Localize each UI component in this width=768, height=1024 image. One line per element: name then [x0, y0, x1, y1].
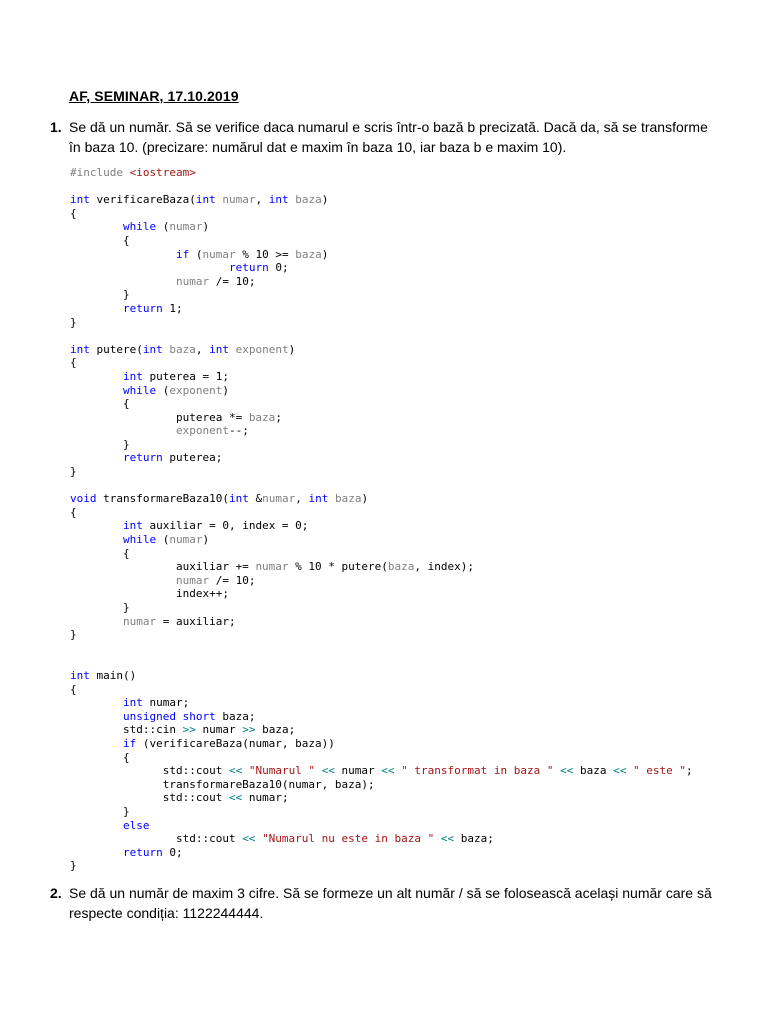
code-token: 0;: [162, 845, 183, 859]
code-line: [70, 519, 693, 533]
code-token: [70, 737, 123, 750]
code-token: transformareBaza10(numar, baza);: [70, 777, 375, 791]
code-token: /= 10;: [209, 573, 256, 587]
code-token: [176, 710, 183, 723]
code-token: verificareBaza(: [89, 193, 196, 207]
code-token: baza;: [255, 723, 296, 737]
code-token: std::cout: [70, 764, 229, 778]
code-token: [328, 492, 335, 505]
code-token: transformareBaza10(: [96, 492, 229, 506]
code-token: baza: [387, 560, 415, 574]
code-line: [70, 547, 693, 561]
code-line: [70, 234, 693, 248]
code-token: " transformat in baza ": [401, 764, 554, 778]
code-token: #include: [70, 166, 130, 179]
code-token: void: [70, 492, 97, 506]
code-token: {: [70, 505, 77, 519]
code-token: ): [202, 533, 210, 547]
code-token: ): [202, 220, 210, 234]
code-token: [315, 764, 322, 777]
code-token: }: [70, 859, 77, 873]
code-token: (: [189, 247, 203, 261]
code-token: % 10 * putere(: [288, 560, 388, 574]
code-line: [70, 615, 693, 629]
code-token: "Numarul ": [248, 764, 316, 778]
code-token: [70, 302, 123, 315]
code-token: numar: [202, 247, 236, 261]
code-token: [70, 261, 229, 274]
code-token: baza: [295, 247, 322, 261]
code-token: <<: [242, 832, 256, 846]
code-line: [70, 791, 693, 805]
code-line: [70, 574, 693, 588]
code-token: }: [70, 628, 77, 642]
code-token: baza: [334, 492, 362, 506]
code-token: short: [182, 709, 216, 723]
code-token: return: [122, 301, 163, 315]
code-token: (: [156, 533, 170, 547]
code-token: (verificareBaza(numar, baza)): [136, 736, 335, 750]
exercise-2-text: Se dă un număr de maxim 3 cifre. Să se formeze un alt număr / să se folosească același număr care să respecte condiția: 1122244444.: [69, 885, 712, 921]
code-token: [70, 519, 123, 532]
code-token: int: [70, 342, 90, 356]
code-token: ): [321, 193, 329, 207]
code-line: [70, 384, 693, 398]
code-token: <<: [228, 764, 243, 778]
code-token: if: [175, 247, 190, 261]
code-line: [70, 601, 693, 615]
code-token: , index);: [414, 560, 475, 574]
code-token: }: [70, 315, 77, 329]
code-token: if: [122, 736, 137, 750]
code-token: [70, 424, 176, 437]
code-token: int: [122, 369, 143, 383]
code-token: return: [122, 451, 163, 465]
code-token: [242, 764, 249, 777]
code-token: = auxiliar;: [156, 614, 236, 628]
code-token: ): [288, 342, 296, 356]
code-line: [70, 778, 693, 792]
code-token: }: [70, 804, 130, 818]
code-token: ): [222, 383, 229, 397]
code-token: exponent: [169, 383, 223, 397]
code-token: int: [70, 193, 90, 207]
code-line: [70, 832, 693, 846]
code-line: [70, 261, 693, 275]
code-token: {: [70, 546, 130, 560]
code-token: int: [122, 696, 143, 710]
code-token: while: [122, 533, 157, 547]
code-token: [70, 220, 123, 233]
code-token: numar;: [242, 791, 289, 805]
code-token: putere(: [89, 342, 143, 356]
code-token: &: [248, 492, 263, 506]
code-token: numar: [222, 193, 256, 207]
code-token: <<: [560, 764, 574, 778]
code-token: <<: [381, 764, 395, 778]
code-token: }: [70, 601, 130, 614]
code-token: >>: [242, 723, 256, 737]
code-line: [70, 288, 693, 302]
code-token: std::cout: [70, 832, 243, 846]
code-line: [70, 723, 693, 737]
code-token: else: [122, 818, 150, 832]
code-token: [70, 615, 123, 628]
code-token: index++;: [70, 587, 229, 601]
code-token: ,: [295, 492, 309, 506]
code-token: auxiliar = 0, index = 0;: [142, 519, 309, 533]
code-token: ,: [255, 193, 269, 207]
code-token: 0;: [268, 261, 289, 275]
code-token: {: [70, 233, 130, 247]
code-line: [70, 180, 693, 194]
code-token: 1;: [162, 301, 183, 315]
code-token: }: [70, 288, 130, 302]
code-line: [70, 587, 693, 601]
code-line: [70, 764, 693, 778]
code-token: int: [195, 193, 216, 207]
code-token: int: [268, 193, 289, 207]
code-token: std::cout: [70, 791, 229, 805]
code-token: [70, 384, 123, 397]
code-token: % 10 >=: [235, 247, 296, 261]
code-token: baza;: [454, 832, 494, 846]
code-token: int: [70, 668, 90, 682]
code-token: return: [122, 845, 163, 859]
code-token: baza: [295, 193, 322, 207]
code-token: exponent: [235, 342, 289, 356]
code-token: numar: [255, 560, 289, 574]
code-line: [70, 506, 693, 520]
code-line: [70, 343, 693, 357]
code-token: numar: [195, 723, 243, 737]
code-token: main(): [89, 668, 137, 682]
code-token: auxiliar +=: [70, 560, 256, 574]
code-token: numar: [262, 492, 296, 506]
code-token: {: [70, 206, 77, 220]
exercise-2-number: 2.: [50, 885, 62, 901]
code-token: <<: [613, 764, 627, 778]
code-line: [70, 737, 693, 751]
code-line: [70, 302, 693, 316]
code-line: [70, 492, 693, 506]
code-token: std::cin: [70, 723, 183, 737]
code-line: [70, 220, 693, 234]
code-token: int: [228, 492, 249, 506]
code-token: >>: [182, 723, 196, 737]
code-token: ;: [685, 764, 693, 778]
code-token: /= 10;: [209, 274, 256, 288]
code-token: ;: [275, 410, 282, 424]
code-line: [70, 628, 693, 642]
code-token: ): [321, 247, 329, 261]
code-token: [70, 248, 176, 261]
code-line: [70, 438, 693, 452]
code-token: [70, 846, 123, 859]
code-token: while: [122, 383, 157, 397]
code-line: [70, 805, 693, 819]
code-line: [70, 248, 693, 262]
code-token: numar: [169, 220, 203, 234]
code-line: [70, 370, 693, 384]
code-token: <iostream>: [129, 166, 196, 179]
exercise-1-number: 1.: [50, 119, 62, 135]
code-token: baza: [573, 764, 614, 778]
code-line: [70, 696, 693, 710]
code-line: [70, 275, 693, 289]
code-line: [70, 397, 693, 411]
code-block: [70, 166, 693, 873]
code-token: [70, 574, 176, 587]
page-title: AF, SEMINAR, 17.10.2019: [69, 88, 239, 104]
code-token: [434, 832, 441, 845]
code-token: numar;: [142, 696, 190, 710]
code-token: {: [70, 356, 77, 370]
code-token: baza;: [215, 709, 256, 723]
code-line: [70, 356, 693, 370]
code-token: "Numarul nu este in baza ": [262, 832, 435, 846]
code-token: [70, 819, 123, 832]
code-token: [70, 533, 123, 546]
code-token: int: [209, 342, 229, 356]
code-line: [70, 411, 693, 425]
code-token: {: [70, 750, 130, 764]
code-line: [70, 846, 693, 860]
code-token: numar: [169, 533, 203, 547]
code-token: puterea *=: [70, 410, 249, 424]
code-token: return: [228, 261, 269, 275]
code-line: [70, 819, 693, 833]
code-token: int: [122, 519, 143, 533]
code-token: baza: [169, 342, 196, 356]
code-token: [70, 710, 123, 723]
code-line: [70, 207, 693, 221]
code-token: }: [70, 465, 77, 479]
code-token: numar: [334, 764, 382, 778]
code-token: [229, 343, 236, 356]
code-token: (: [156, 383, 170, 397]
code-line: [70, 451, 693, 465]
code-line: [70, 424, 693, 438]
code-line: [70, 479, 693, 493]
code-token: unsigned: [122, 709, 176, 723]
code-token: " este ": [633, 764, 686, 778]
code-line: [70, 560, 693, 574]
code-token: (: [156, 220, 170, 234]
code-token: <<: [440, 832, 455, 846]
code-token: [70, 275, 176, 288]
code-line: [70, 193, 693, 207]
code-token: while: [122, 220, 157, 234]
code-token: [626, 764, 633, 777]
code-token: int: [142, 342, 163, 356]
code-token: exponent: [175, 424, 229, 438]
code-token: numar: [122, 614, 157, 628]
code-token: <<: [321, 764, 335, 778]
code-line: [70, 642, 693, 656]
code-token: puterea = 1;: [142, 369, 229, 383]
code-line: [70, 669, 693, 683]
code-line: [70, 465, 693, 479]
code-token: ,: [195, 342, 210, 356]
code-line: [70, 655, 693, 669]
code-token: int: [308, 492, 329, 506]
code-line: [70, 329, 693, 343]
exercise-1-text: Se dă un număr. Să se verifice daca numarul e scris într-o bază b precizată. Dacă da, să se transforme în baza 10. (precizare: numărul dat e maxim în baza 10, iar baza b e maxim 10).: [69, 119, 708, 155]
code-token: <<: [228, 791, 243, 805]
code-token: [70, 370, 123, 383]
code-token: }: [70, 437, 130, 451]
code-line: [70, 533, 693, 547]
code-line: [70, 683, 693, 697]
code-token: [70, 451, 123, 464]
code-token: numar: [175, 274, 210, 288]
code-token: --;: [228, 424, 249, 438]
code-line: [70, 859, 693, 873]
code-line: [70, 166, 693, 180]
code-line: [70, 710, 693, 724]
code-token: {: [70, 682, 77, 696]
code-token: baza: [248, 410, 276, 424]
code-line: [70, 751, 693, 765]
code-token: ): [361, 492, 369, 506]
code-token: [70, 696, 123, 709]
code-token: {: [70, 397, 130, 411]
code-token: puterea;: [162, 451, 223, 465]
code-line: [70, 316, 693, 330]
code-token: numar: [175, 573, 210, 587]
